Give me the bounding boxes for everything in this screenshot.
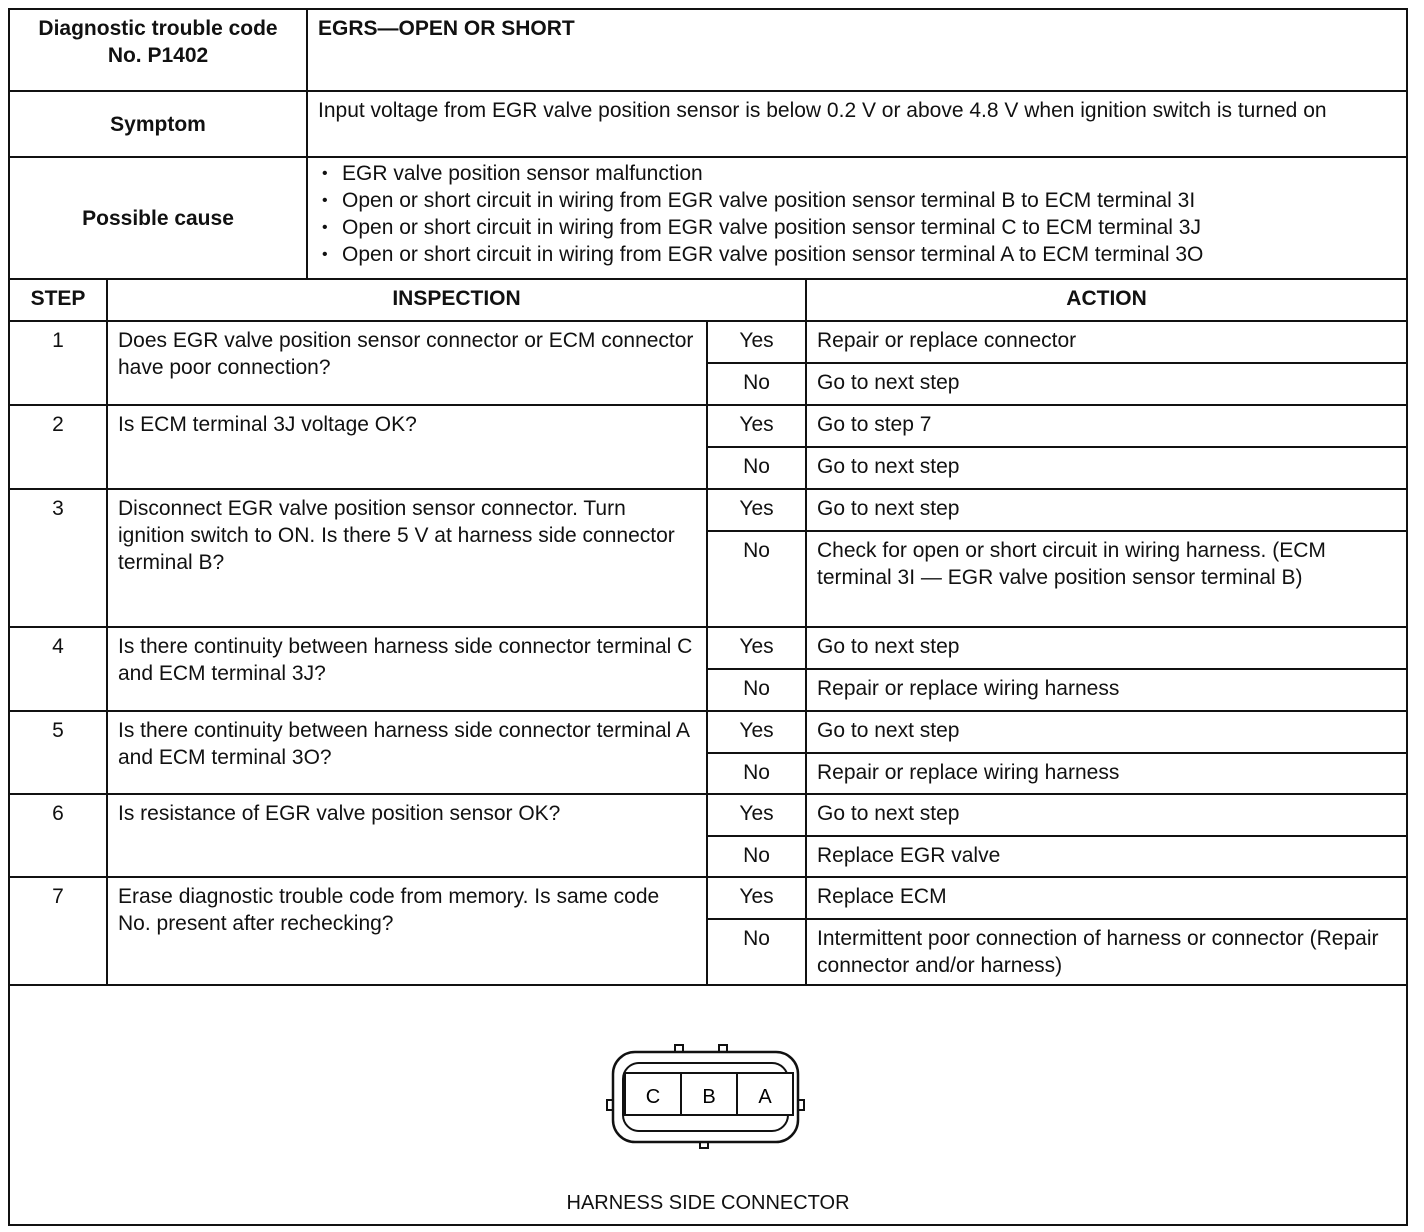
no-label: No [707,836,806,877]
step-number: 7 [9,877,107,985]
no-action: Go to next step [806,363,1407,405]
terminal-a: A [758,1086,772,1108]
yes-label: Yes [707,321,806,363]
step-row [9,627,1407,669]
diagram-cell [9,985,1407,1225]
harness-connector-diagram [603,1041,813,1161]
cause-item: • Open or short circuit in wiring from EGR valve position sensor terminal A to ECM terminal 3O [332,241,1396,268]
terminal-c: C [645,1086,661,1108]
no-label: No [707,669,806,711]
cause-label: Possible cause [9,157,307,279]
step-row [9,794,1407,836]
step-inspection: Does EGR valve position sensor connector or ECM connector have poor connection? [107,321,707,405]
no-label: No [707,531,806,627]
yes-action: Repair or replace connector [806,321,1407,363]
symptom-label: Symptom [9,91,307,157]
symptom-text: Input voltage from EGR valve position sensor is below 0.2 V or above 4.8 V when ignition switch is turned on [307,91,1407,157]
yes-label: Yes [707,489,806,531]
yes-label: Yes [707,627,806,669]
yes-action: Replace ECM [806,877,1407,919]
step-inspection: Is resistance of EGR valve position sensor OK? [107,794,707,877]
step-number: 1 [9,321,107,405]
yes-label: Yes [707,405,806,447]
inspection-header: INSPECTION [107,279,806,321]
yes-action: Go to next step [806,489,1407,531]
no-action: Replace EGR valve [806,836,1407,877]
step-row [9,321,1407,363]
no-action: Intermittent poor connection of harness or connector (Repair connector and/or harness) [806,919,1407,985]
yes-action: Go to next step [806,711,1407,753]
diagram-caption: HARNESS SIDE CONNECTOR [566,1192,850,1214]
step-row [9,711,1407,753]
step-row [9,405,1407,447]
step-number: 6 [9,794,107,877]
step-inspection: Is there continuity between harness side connector terminal C and ECM terminal 3J? [107,627,707,711]
no-action: Repair or replace wiring harness [806,669,1407,711]
dtc-title: EGRS—OPEN OR SHORT [307,9,1407,91]
diagnostic-table [8,8,1408,1226]
dtc-label: Diagnostic trouble code No. P1402 [9,9,307,91]
no-action: Repair or replace wiring harness [806,753,1407,794]
step-number: 5 [9,711,107,794]
step-number: 4 [9,627,107,711]
cause-item: • EGR valve position sensor malfunction [332,160,1396,187]
step-row [9,489,1407,531]
step-number: 2 [9,405,107,489]
terminal-b: B [702,1086,716,1108]
no-label: No [707,919,806,985]
step-inspection: Is there continuity between harness side connector terminal A and ECM terminal 3O? [107,711,707,794]
cause-item: • Open or short circuit in wiring from EGR valve position sensor terminal C to ECM terminal 3J [332,214,1396,241]
step-number: 3 [9,489,107,627]
no-action: Go to next step [806,447,1407,489]
yes-label: Yes [707,877,806,919]
no-action: Check for open or short circuit in wiring harness. (ECM terminal 3I — EGR valve position sensor terminal B) [806,531,1407,627]
no-label: No [707,363,806,405]
step-header: STEP [9,279,107,321]
step-inspection: Disconnect EGR valve position sensor connector. Turn ignition switch to ON. Is there 5 V at harness side connector terminal B? [107,489,707,627]
no-label: No [707,447,806,489]
no-label: No [707,753,806,794]
cause-item: • Open or short circuit in wiring from EGR valve position sensor terminal B to ECM terminal 3I [332,187,1396,214]
yes-label: Yes [707,711,806,753]
cause-list [307,157,1407,279]
yes-action: Go to next step [806,627,1407,669]
yes-label: Yes [707,794,806,836]
step-inspection: Is ECM terminal 3J voltage OK? [107,405,707,489]
step-inspection: Erase diagnostic trouble code from memory. Is same code No. present after rechecking? [107,877,707,985]
yes-action: Go to next step [806,794,1407,836]
action-header: ACTION [806,279,1407,321]
yes-action: Go to step 7 [806,405,1407,447]
step-row [9,877,1407,919]
